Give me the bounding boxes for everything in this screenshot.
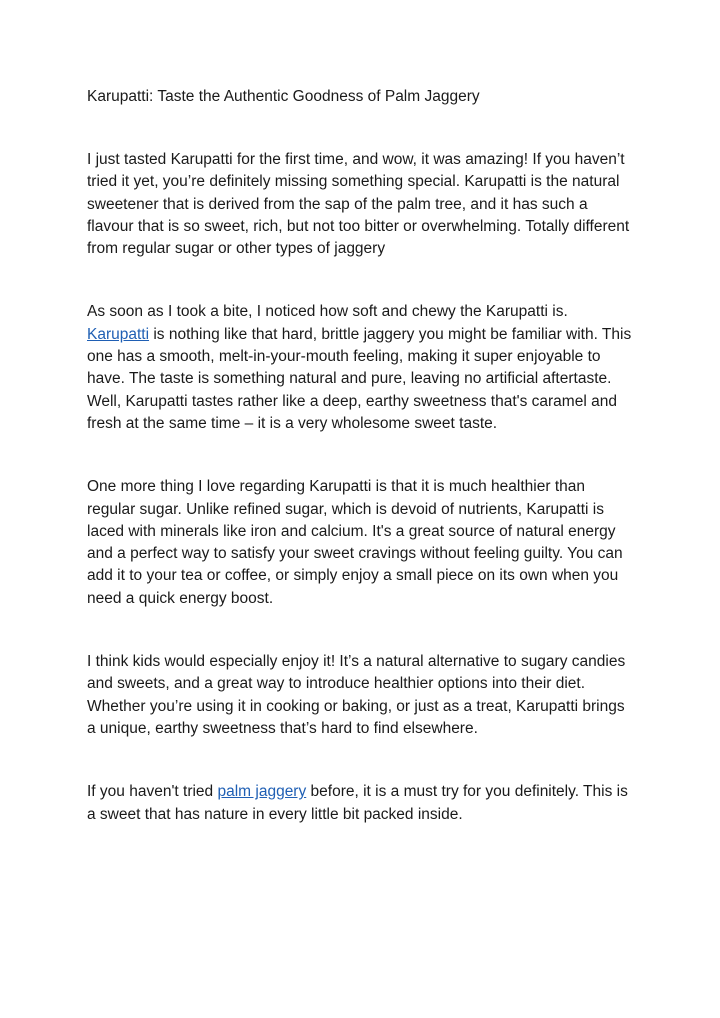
- paragraph-closing-before: If you haven't tried: [87, 783, 218, 801]
- karupatti-link[interactable]: Karupatti: [87, 325, 150, 343]
- palm-jaggery-link[interactable]: palm jaggery: [217, 783, 307, 801]
- paragraph-texture-lead: As soon as I took a bite, I noticed how soft and chewy the Karupatti is.: [87, 303, 568, 321]
- paragraph-intro: I just tasted Karupatti for the first time, and wow, it was amazing! If you haven’t tried it yet, you’re definitely missing something special. Karupatti is the natural sweetener that is derived from the sap of the palm tree, and it has such a flavour that is so sweet, rich, but not too bitter or overwhelming. Totally different from regular sugar or other types of jaggery: [87, 151, 630, 258]
- paragraph-health: One more thing I love regarding Karupatti is that it is much healthier than regular sugar. Unlike refined sugar, which is devoid of nutrients, Karupatti is laced with minerals like iron and calcium. It's a great source of natural energy and a perfect way to satisfy your sweet cravings without feeling guilty. You can add it to your tea or coffee, or simply enjoy a small piece on its own when you need a quick energy boost.: [87, 478, 623, 607]
- paragraph-closing-after: before, it is a must try for you definitely. This is a sweet that has nature in every little bit packed inside.: [87, 783, 628, 823]
- paragraph-texture: [87, 301, 636, 435]
- paragraph-closing: [87, 781, 636, 826]
- document-title: Karupatti: Taste the Authentic Goodness of Palm Jaggery: [87, 88, 480, 105]
- paragraph-texture-rest: is nothing like that hard, brittle jaggery you might be familiar with. This one has a smooth, melt-in-your-mouth feeling, making it super enjoyable to have. The taste is something natural and pure, leaving no artificial aftertaste. Well, Karupatti tastes rather like a deep, earthy sweetness that's caramel and fresh at the same time – it is a very wholesome sweet taste.: [87, 325, 632, 432]
- paragraph-kids: I think kids would especially enjoy it! It’s a natural alternative to sugary candies and sweets, and a great way to introduce healthier options into their diet. Whether you’re using it in cooking or baking, or just as a treat, Karupatti brings a unique, earthy sweetness that’s hard to find elsewhere.: [87, 653, 626, 737]
